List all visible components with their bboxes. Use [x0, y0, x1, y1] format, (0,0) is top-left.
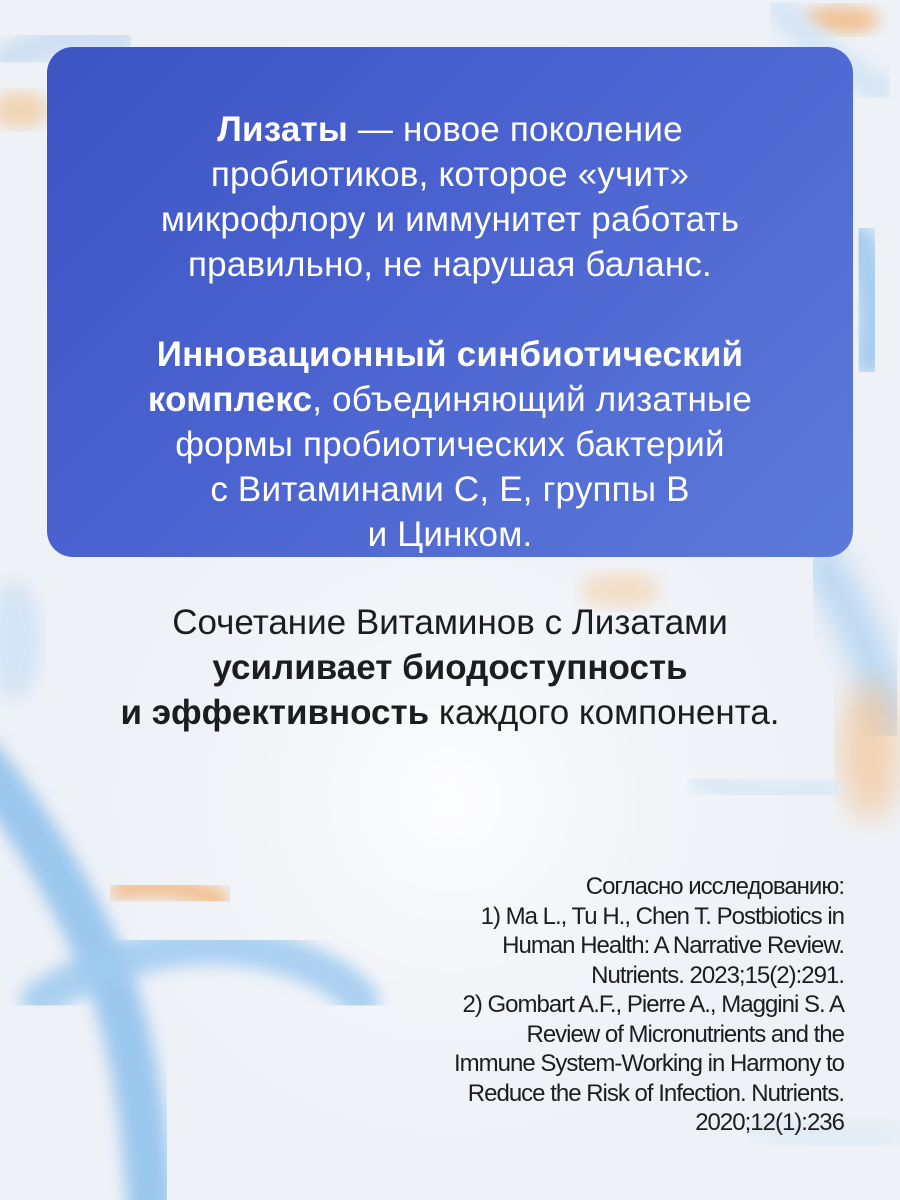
statement-bold-line2: и эффективность: [120, 693, 430, 732]
lysates-term: Лизаты: [217, 110, 348, 149]
reference-line: Reduce the Risk of Infection. Nutrients.: [467, 1079, 844, 1107]
statement-bold-line1: усиливает биодоступность: [212, 648, 688, 687]
reference-line: 2) Gombart A.F., Pierre A., Maggini S. A: [462, 991, 844, 1018]
references-heading: Согласно исследованию:: [585, 873, 844, 900]
complex-paragraph: Инновационный синбиотический комплекс, объединяющий лизатные формы пробиотических бактерий с Витаминами С, Е, группы В и Цинком.: [147, 335, 753, 554]
reference-line: 2020;12(1):236: [695, 1109, 844, 1136]
reference-line: Human Health: A Narrative Review.: [502, 932, 844, 959]
reference-line: Nutrients. 2023;15(2):291.: [591, 961, 844, 989]
reference-line: 1) Ma L., Tu H., Chen T. Postbiotics in: [480, 902, 844, 930]
reference-line: Review of Micronutrients and the: [526, 1020, 844, 1048]
complex-term-line1: Инновационный синбиотический: [156, 335, 744, 374]
info-card: [47, 47, 853, 557]
benefit-statement: Сочетание Витаминов с Лизатами усиливает биодоступность и эффективность каждого компонента.: [120, 603, 780, 732]
complex-term-line2: комплекс: [147, 380, 313, 419]
reference-line: Immune System-Working in Harmony to: [453, 1050, 844, 1077]
lysates-paragraph: Лизаты — новое поколение пробиотиков, которое «учит» микрофлору и иммунитет работать правильно, не нарушая баланс.: [160, 110, 740, 284]
references-block: [284, 872, 844, 1138]
